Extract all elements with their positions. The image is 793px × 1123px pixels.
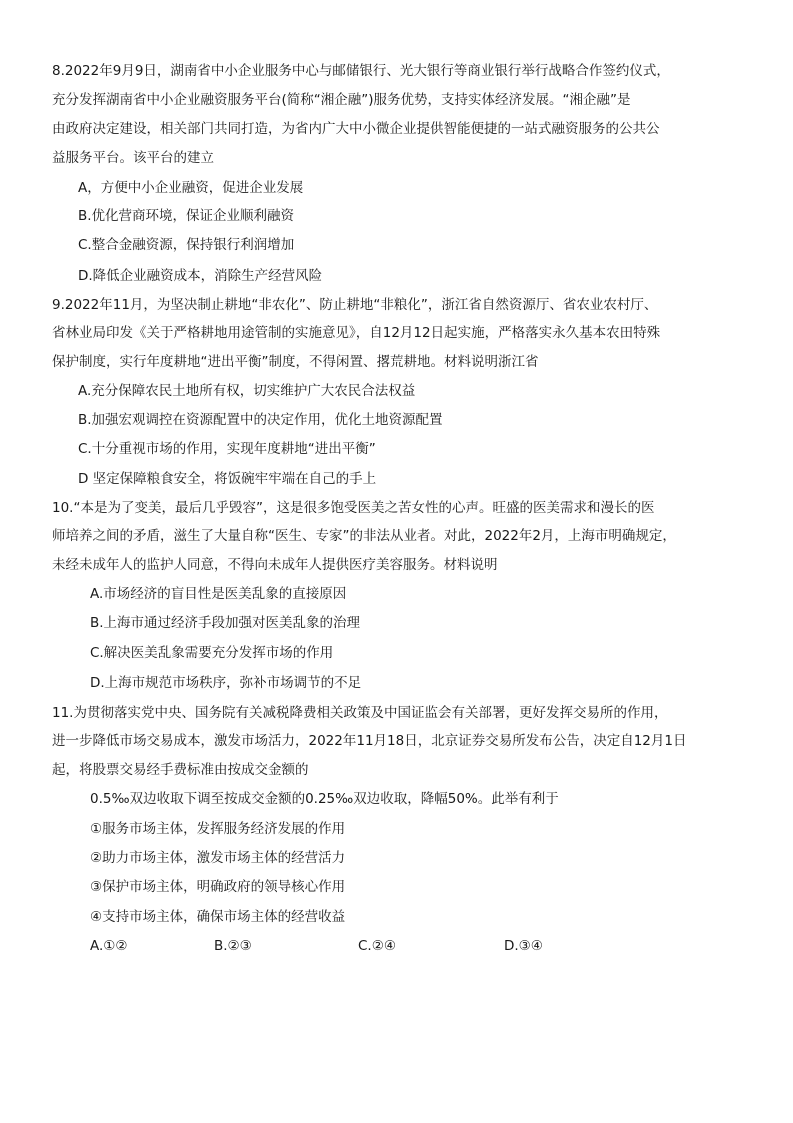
q11-stem-line-2: 进一步降低市场交易成本，激发市场活力，2022年11月18日，北京证券交易所发布公告，决定自12月1日 (52, 733, 687, 749)
q11-choices (90, 937, 650, 955)
q10-option-d: D.上海市规范市场秩序，弥补市场调节的不足 (90, 675, 362, 691)
q11-choice-c: C.②④ (358, 938, 396, 954)
q11-stem-line-1: 11.为贯彻落实党中央、国务院有关减税降费相关政策及中国证监会有关部署，更好发挥交易所的作用， (52, 705, 668, 721)
q10-stem-line-2: 师培养之间的矛盾，滋生了大量自称“医生、专家”的非法从业者。对此，2022年2月，上海市明确规定， (52, 528, 676, 544)
q10-stem-line-1: 10.“本是为了变美，最后几乎毁容”，这是很多饱受医美之苦女性的心声。旺盛的医美需求和漫长的医 (52, 500, 655, 516)
q11-choice-a: A.①② (90, 938, 128, 954)
q11-choice-b: B.②③ (214, 938, 252, 954)
q9-stem-line-2: 省林业局印发《关于严格耕地用途管制的实施意见》，自12月12日起实施，严格落实永久基本农田特殊 (52, 325, 661, 341)
q11-stem-continuation: 0.5‰双边收取下调至按成交金额的0.25‰双边收取，降幅50%。此举有利于 (90, 791, 559, 807)
q10-stem-line-3: 未经未成年人的监护人同意，不得向未成年人提供医疗美容服务。材料说明 (52, 557, 498, 573)
q9-option-c: C.十分重视市场的作用，实现年度耕地“进出平衡” (78, 441, 376, 457)
q8-stem-line-2: 充分发挥湖南省中小企业融资服务平台(简称“湘企融”)服务优势，支持实体经济发展。“湘企融”是 (52, 92, 631, 108)
q11-statement-2: ②助力市场主体，激发市场主体的经营活力 (90, 850, 346, 866)
q8-stem-line-1: 8.2022年9月9日，湖南省中小企业服务中心与邮储银行、光大银行等商业银行举行战略合作签约仪式， (52, 63, 670, 79)
q8-stem-line-3: 由政府决定建设，相关部门共同打造，为省内广大中小微企业提供智能便捷的一站式融资服务的公共公 (52, 121, 660, 137)
q11-stem-line-3: 起，将股票交易经手费标准由按成交金额的 (52, 762, 309, 778)
q9-stem-line-1: 9.2022年11月，为坚决制止耕地“非农化”、防止耕地“非粮化”，浙江省自然资源厅、省农业农村厅、 (52, 297, 658, 313)
q10-option-c: C.解决医美乱象需要充分发挥市场的作用 (90, 645, 334, 661)
q10-option-b: B.上海市通过经济手段加强对医美乱象的治理 (90, 615, 361, 631)
q9-option-b: B.加强宏观调控在资源配置中的决定作用，优化土地资源配置 (78, 412, 443, 428)
q9-option-d: D 坚定保障粮食安全，将饭碗牢牢端在自己的手上 (78, 471, 377, 487)
q11-statement-3: ③保护市场主体，明确政府的领导核心作用 (90, 879, 346, 895)
q9-stem-line-3: 保护制度，实行年度耕地“进出平衡”制度，不得闲置、撂荒耕地。材料说明浙江省 (52, 354, 539, 370)
q8-option-d: D.降低企业融资成本，消除生产经营风险 (78, 268, 323, 284)
q8-option-c: C.整合金融资源，保持银行利润增加 (78, 237, 295, 253)
q9-option-a: A.充分保障农民土地所有权，切实维护广大农民合法权益 (78, 383, 416, 399)
q11-choice-d: D.③④ (504, 938, 543, 954)
q10-option-a: A.市场经济的盲目性是医美乱象的直接原因 (90, 586, 347, 602)
q11-statement-4: ④支持市场主体，确保市场主体的经营收益 (90, 909, 346, 925)
q11-statement-1: ①服务市场主体，发挥服务经济发展的作用 (90, 821, 346, 837)
q8-option-a: A，方便中小企业融资，促进企业发展 (78, 180, 304, 196)
q8-option-b: B.优化营商环境，保证企业顺利融资 (78, 208, 295, 224)
q8-stem-line-4: 益服务平台。该平台的建立 (52, 150, 214, 166)
